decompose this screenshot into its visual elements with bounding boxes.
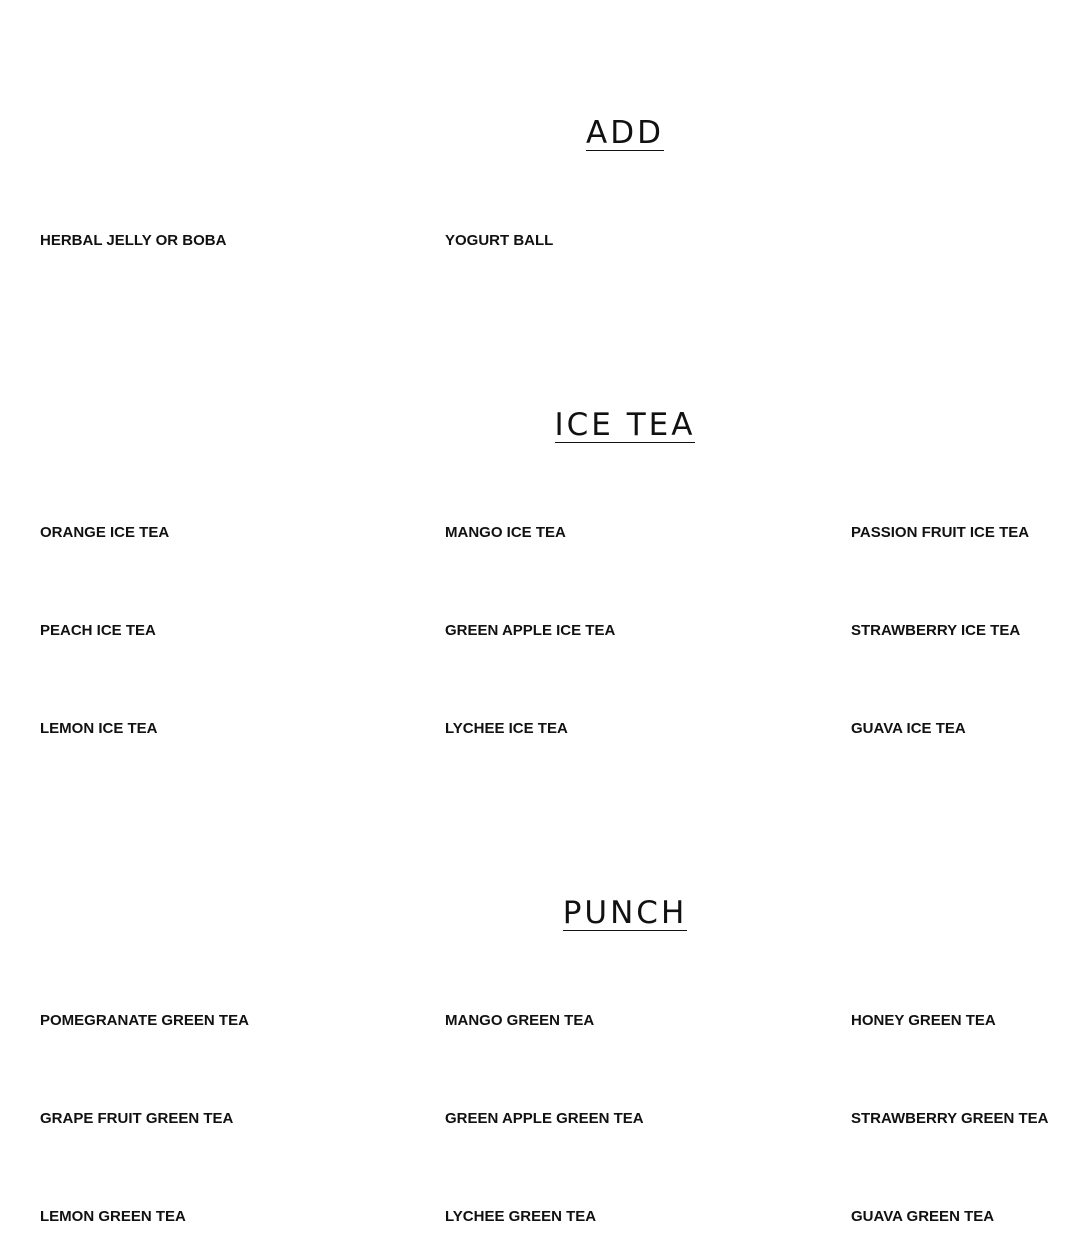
section-title-punch [0, 895, 1090, 931]
menu-item-lychee-green-tea: LYCHEE GREEN TEA [445, 1208, 597, 1225]
menu-item-guava-ice-tea: GUAVA ICE TEA [851, 720, 966, 737]
menu-item-grape-fruit-green-tea: GRAPE FRUIT GREEN TEA [40, 1110, 234, 1127]
menu-item-honey-green-tea: HONEY GREEN TEA [851, 1012, 996, 1029]
menu-item-lychee-ice-tea: LYCHEE ICE TEA [445, 720, 568, 737]
menu-item-orange-ice-tea: ORANGE ICE TEA [40, 524, 170, 541]
menu-item-lemon-ice-tea: LEMON ICE TEA [40, 720, 158, 737]
menu-item-passion-fruit-ice-tea: PASSION FRUIT ICE TEA [851, 524, 1030, 541]
menu-item-strawberry-ice-tea: STRAWBERRY ICE TEA [851, 622, 1021, 639]
menu-item-mango-ice-tea: MANGO ICE TEA [445, 524, 566, 541]
menu-item-green-apple-ice-tea: GREEN APPLE ICE TEA [445, 622, 616, 639]
menu-item-strawberry-green-tea: STRAWBERRY GREEN TEA [851, 1110, 1049, 1127]
menu-item-herbal-jelly-or-boba: HERBAL JELLY OR BOBA [40, 232, 227, 249]
menu-item-guava-green-tea: GUAVA GREEN TEA [851, 1208, 995, 1225]
menu-item-lemon-green-tea: LEMON GREEN TEA [40, 1208, 186, 1225]
section-title-ice-tea-text: ICE TEA [554, 407, 696, 443]
menu-item-mango-green-tea: MANGO GREEN TEA [445, 1012, 595, 1029]
menu-item-peach-ice-tea: PEACH ICE TEA [40, 622, 156, 639]
menu-item-green-apple-green-tea: GREEN APPLE GREEN TEA [445, 1110, 644, 1127]
section-title-add [0, 115, 1090, 151]
menu-item-pomegranate-green-tea: POMEGRANATE GREEN TEA [40, 1012, 249, 1029]
section-title-add-text: ADD [586, 115, 664, 151]
section-title-punch-text: PUNCH [562, 895, 688, 931]
section-title-ice-tea [0, 407, 1090, 443]
menu-item-yogurt-ball: YOGURT BALL [445, 232, 554, 249]
